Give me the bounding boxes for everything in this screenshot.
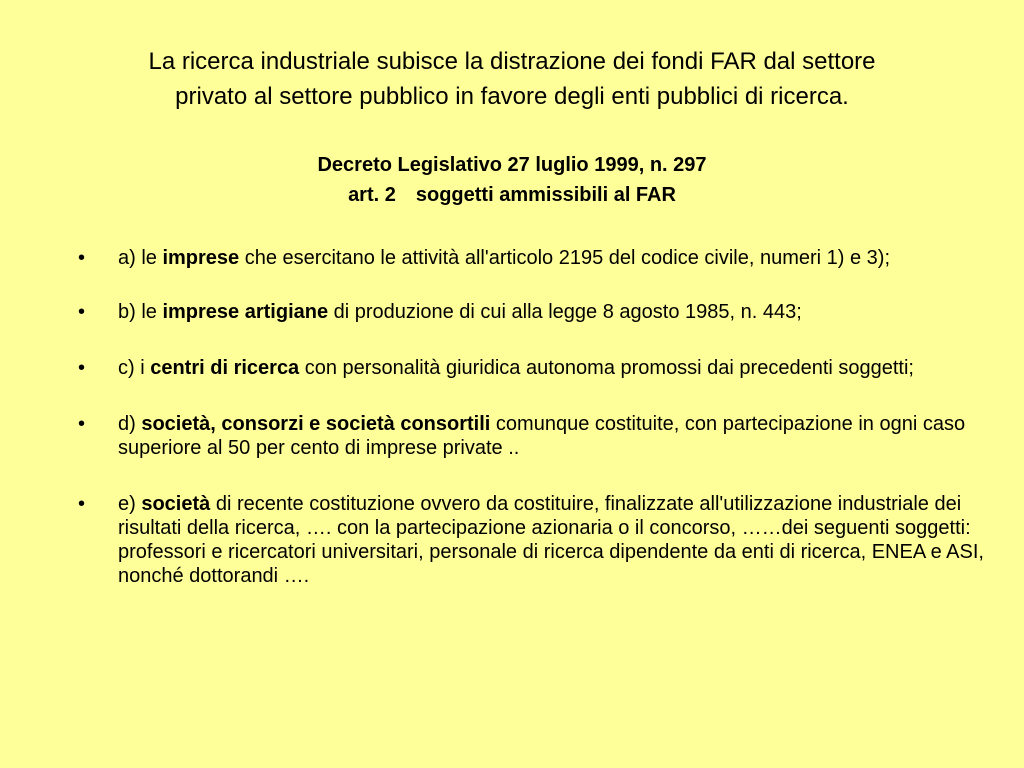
decree-reference: Decreto Legislativo 27 luglio 1999, n. 297 — [317, 154, 707, 176]
item-prefix: b) le — [118, 301, 163, 323]
title-line-1: La ricerca industriale subisce la distrazione dei fondi FAR dal settore — [148, 48, 876, 75]
item-text: comunque costituite, con partecipazione in ogni caso superiore al 50 per cento di imprese private .. — [118, 413, 966, 459]
item-prefix: a) le — [118, 247, 163, 269]
bullet-icon: • — [78, 413, 86, 435]
item-keyword: centri di ricerca — [150, 357, 300, 379]
item-text: che esercitano le attività all'articolo 2195 del codice civile, numeri 1) e 3); — [239, 247, 890, 269]
slide-title — [40, 44, 984, 114]
list-item-a — [78, 246, 988, 270]
decree-heading — [40, 150, 984, 210]
item-prefix: c) i — [118, 357, 151, 379]
article-topic: soggetti ammissibili al FAR — [415, 184, 676, 206]
item-prefix: d) — [118, 413, 142, 435]
title-line-2: privato al settore pubblico in favore degli enti pubblici di ricerca. — [175, 83, 849, 110]
eligible-subjects-list — [78, 246, 988, 588]
item-keyword: imprese artigiane — [162, 301, 329, 323]
item-prefix: e) — [118, 493, 142, 515]
item-keyword: società — [141, 493, 211, 515]
bullet-icon: • — [78, 301, 86, 323]
article-number: art. 2 — [348, 184, 396, 206]
list-item-c — [78, 356, 988, 380]
item-keyword: imprese — [162, 247, 240, 269]
item-text: con personalità giuridica autonoma promossi dai precedenti soggetti; — [299, 357, 914, 379]
item-text: di recente costituzione ovvero da costituire, finalizzate all'utilizzazione industriale dei risultati della ricerca, …. con la partecipazione azionaria o il concorso, ……dei seguenti soggetti: professori e ricercatori universitari, personale di ricerca dipendente da enti di ricerca, ENEA e ASI, nonché dottorandi …. — [118, 493, 984, 587]
bullet-icon: • — [78, 247, 86, 269]
list-item-e — [78, 492, 988, 588]
list-item-b — [78, 300, 988, 324]
bullet-icon: • — [78, 357, 86, 379]
item-keyword: società, consorzi e società consortili — [141, 413, 491, 435]
item-text: di produzione di cui alla legge 8 agosto 1985, n. 443; — [328, 301, 802, 323]
list-item-d — [78, 412, 988, 460]
bullet-icon: • — [78, 493, 86, 515]
article-heading — [40, 180, 984, 210]
